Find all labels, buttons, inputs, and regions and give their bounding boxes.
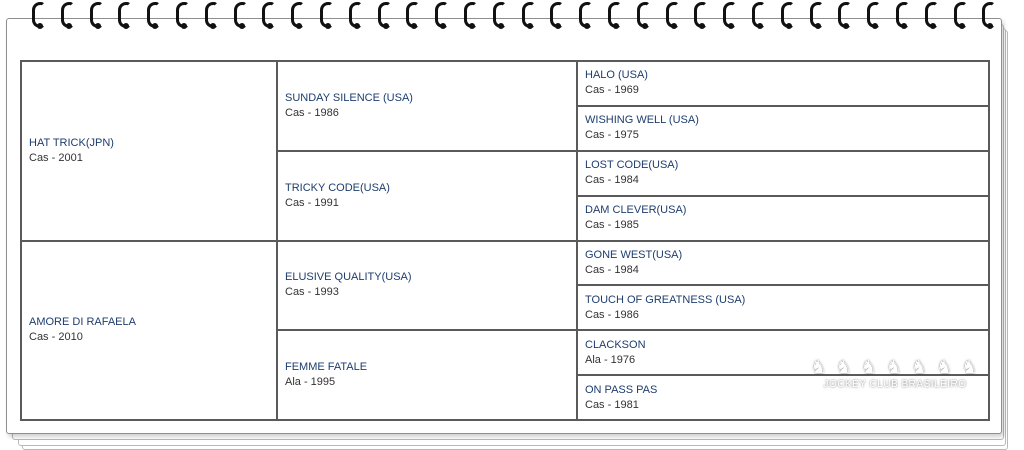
horse-name: GONE WEST(USA) xyxy=(585,248,683,261)
dam-cell xyxy=(21,241,277,421)
spiral-ring xyxy=(752,2,765,28)
dam-sire-cell xyxy=(277,241,577,331)
spiral-ring xyxy=(954,2,967,28)
horse-info: Cas - 1993 xyxy=(285,286,339,299)
dam-dam-cell xyxy=(277,330,577,420)
horse-name: WISHING WELL (USA) xyxy=(585,114,699,127)
racing-horses-icon: ♞ ♞ ♞ ♞ ♞ ♞ ♞ xyxy=(810,357,980,377)
horse-info: Cas - 1986 xyxy=(585,308,639,321)
spiral-ring xyxy=(291,2,304,28)
spiral-ring xyxy=(838,2,851,28)
horse-info: Cas - 1985 xyxy=(585,219,639,232)
gen3-cell xyxy=(577,61,989,106)
spiral-ring xyxy=(349,2,362,28)
spiral-ring xyxy=(90,2,103,28)
spiral-ring xyxy=(406,2,419,28)
horse-info: Ala - 1995 xyxy=(285,376,336,389)
watermark-text: JOCKEY CLUB BRASILEIRO xyxy=(823,379,967,390)
spiral-ring xyxy=(464,2,477,28)
spiral-ring xyxy=(493,2,506,28)
horse-info: Cas - 1984 xyxy=(585,263,639,276)
spiral-ring xyxy=(810,2,823,28)
horse-name: ELUSIVE QUALITY(USA) xyxy=(285,271,412,284)
spiral-ring xyxy=(435,2,448,28)
spiral-ring xyxy=(32,2,45,28)
horse-name: FEMME FATALE xyxy=(285,361,368,374)
horse-info: Ala - 1976 xyxy=(585,353,636,366)
spiral-ring xyxy=(867,2,880,28)
spiral-ring xyxy=(579,2,592,28)
horse-name: HAT TRICK(JPN) xyxy=(29,136,114,149)
horse-info: Cas - 2001 xyxy=(29,151,83,164)
spiral-ring xyxy=(176,2,189,28)
spiral-ring xyxy=(262,2,275,28)
horse-name: CLACKSON xyxy=(585,338,646,351)
horse-name: DAM CLEVER(USA) xyxy=(585,204,687,217)
gen3-cell xyxy=(577,151,989,196)
sire-sire-cell xyxy=(277,61,577,151)
spiral-ring xyxy=(666,2,679,28)
spiral-ring xyxy=(896,2,909,28)
horse-name: TRICKY CODE(USA) xyxy=(285,181,390,194)
spiral-ring xyxy=(637,2,650,28)
spiral-ring xyxy=(550,2,563,28)
horse-info: Cas - 1991 xyxy=(285,196,339,209)
spiral-ring xyxy=(781,2,794,28)
horse-info: Cas - 1984 xyxy=(585,174,639,187)
sire-cell xyxy=(21,61,277,241)
horse-info: Cas - 1986 xyxy=(285,106,339,119)
sire-dam-cell xyxy=(277,151,577,241)
spiral-ring xyxy=(723,2,736,28)
spiral-ring xyxy=(694,2,707,28)
spiral-ring xyxy=(608,2,621,28)
horse-info: Cas - 1969 xyxy=(585,84,639,97)
horse-name: ON PASS PAS xyxy=(585,383,658,396)
horse-name: HALO (USA) xyxy=(585,69,648,82)
spiral-ring xyxy=(61,2,74,28)
spiral-ring xyxy=(205,2,218,28)
spiral-ring xyxy=(147,2,160,28)
horse-name: SUNDAY SILENCE (USA) xyxy=(285,91,413,104)
spiral-ring xyxy=(378,2,391,28)
jockey-club-watermark xyxy=(800,356,990,398)
horse-name: LOST CODE(USA) xyxy=(585,159,679,172)
spiral-ring xyxy=(320,2,333,28)
horse-info: Cas - 1981 xyxy=(585,398,639,411)
spiral-binding xyxy=(0,0,1024,32)
spiral-ring xyxy=(982,2,995,28)
gen3-cell xyxy=(577,196,989,241)
spiral-ring xyxy=(118,2,131,28)
horse-name: AMORE DI RAFAELA xyxy=(29,316,136,329)
gen3-cell xyxy=(577,241,989,286)
horse-info: Cas - 1975 xyxy=(585,129,639,142)
gen3-cell xyxy=(577,285,989,330)
horse-info: Cas - 2010 xyxy=(29,331,83,344)
spiral-ring xyxy=(234,2,247,28)
spiral-ring xyxy=(925,2,938,28)
horse-name: TOUCH OF GREATNESS (USA) xyxy=(585,293,746,306)
gen3-cell xyxy=(577,106,989,151)
spiral-ring xyxy=(522,2,535,28)
